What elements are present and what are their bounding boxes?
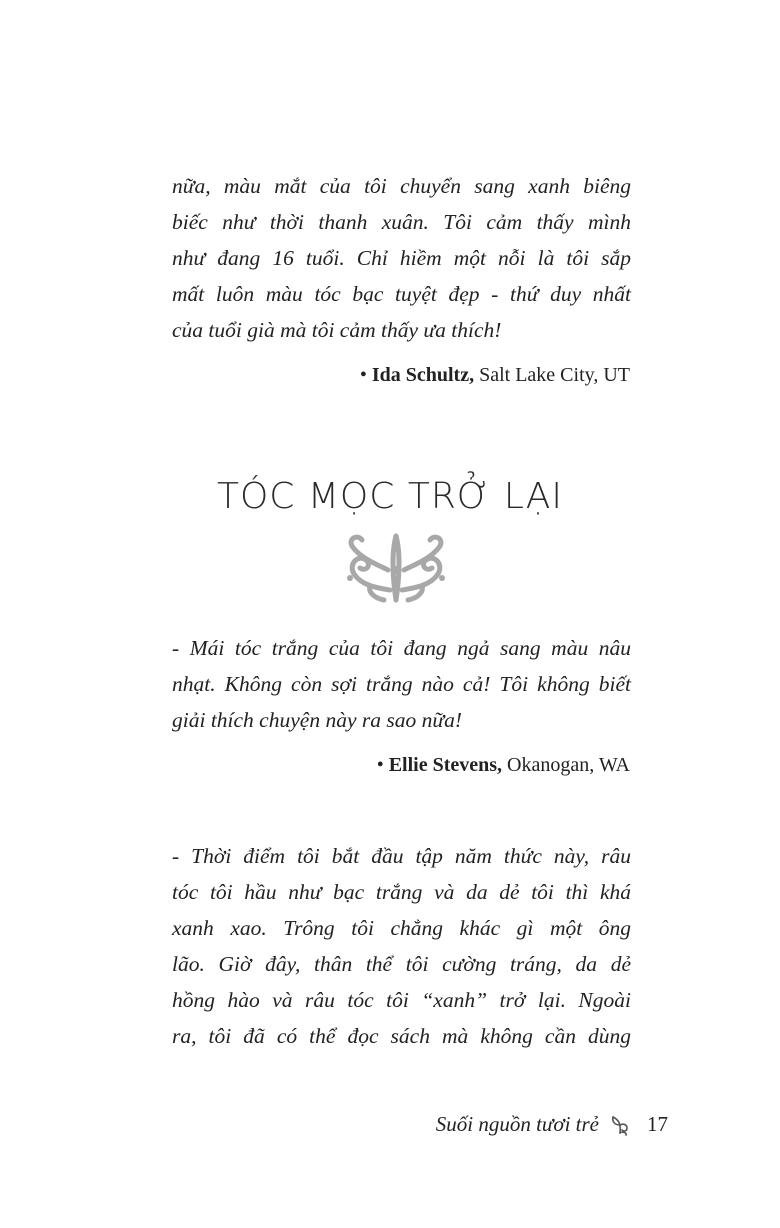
passage-3-line: hồng hào và râu tóc tôi “xanh” trở lại. Ngoài	[172, 988, 631, 1012]
passage-3-line: tóc tôi hầu như bạc trắng và da dẻ tôi thì khá	[172, 880, 631, 904]
page-footer	[436, 1112, 668, 1137]
passage-1-line: mất luôn màu tóc bạc tuyệt đẹp - thứ duy nhất	[172, 282, 631, 306]
passage-3-text	[172, 838, 631, 1054]
passage-3-line: - Thời điểm tôi bắt đầu tập năm thức này, râu	[172, 844, 631, 868]
passage-2-line: - Mái tóc trắng của tôi đang ngả sang màu nâu	[172, 636, 631, 660]
signature-bullet: •	[376, 754, 384, 776]
passage-3-line: ra, tôi đã có thể đọc sách mà không cần dùng	[172, 1024, 631, 1048]
flourish-bullet-icon	[609, 1114, 631, 1136]
testimonial-passage-3	[172, 838, 631, 1054]
signature-bullet: •	[359, 364, 367, 386]
passage-1-line: như đang 16 tuổi. Chỉ hiềm một nỗi là tôi sắp	[172, 246, 631, 270]
signature-name: Ellie Stevens,	[388, 754, 503, 776]
passage-3-line: xanh xao. Trông tôi chẳng khác gì một ông	[172, 916, 631, 940]
signature-place: Okanogan, WA	[507, 754, 630, 776]
signature-place: Salt Lake City, UT	[479, 364, 630, 386]
passage-2-text	[172, 630, 631, 738]
signature-name: Ida Schultz,	[371, 364, 475, 386]
running-title: Suối nguồn tươi trẻ	[435, 1112, 599, 1136]
passage-1-text	[172, 168, 631, 348]
passage-2-line: nhạt. Không còn sợi trắng nào cả! Tôi không biết	[172, 672, 631, 696]
passage-2-line: giải thích chuyện này ra sao nữa!	[172, 708, 462, 732]
signature-ida-schultz	[360, 364, 630, 387]
flourish-ornament-icon	[340, 530, 452, 604]
passage-1-line: của tuổi già mà tôi cảm thấy ưa thích!	[172, 318, 502, 342]
passage-1-line: biếc như thời thanh xuân. Tôi cảm thấy mình	[172, 210, 631, 234]
passage-3-line: lão. Giờ đây, thân thể tôi cường tráng, da dẻ	[172, 952, 631, 976]
passage-1-line: nữa, màu mắt của tôi chuyển sang xanh biêng	[172, 174, 631, 198]
section-heading: TÓC MỌC TRỞ LẠI	[216, 476, 564, 517]
page-number: 17	[647, 1112, 668, 1136]
testimonial-passage-1	[172, 168, 631, 348]
testimonial-passage-2	[172, 630, 631, 738]
signature-ellie-stevens	[377, 754, 630, 777]
